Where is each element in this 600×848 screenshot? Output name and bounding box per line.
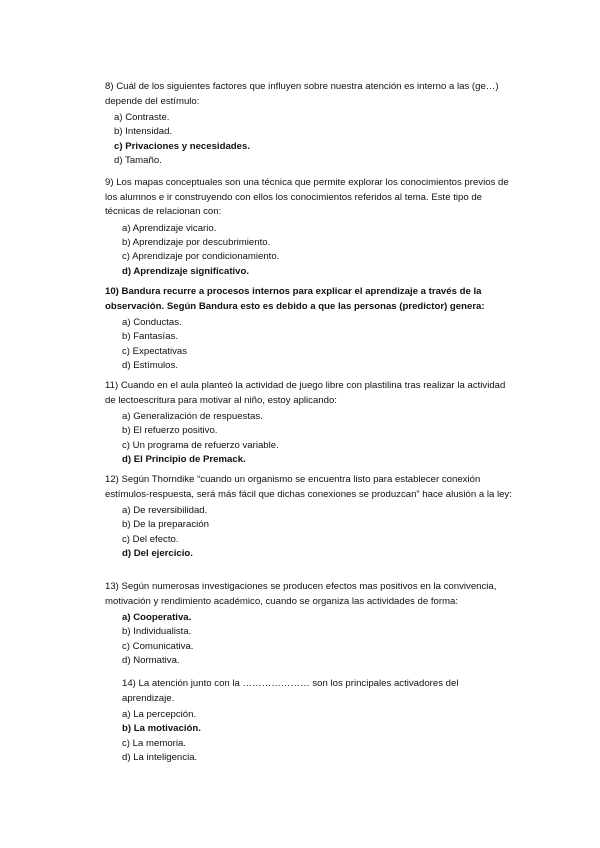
- question-stem: 10) Bandura recurre a procesos internos para explicar el aprendizaje a través de la observación. Según Bandura esto es debido a que las personas (predictor) genera:: [105, 286, 485, 312]
- question-14: [122, 677, 502, 766]
- option-d-correct: d) Del ejercicio.: [122, 548, 193, 560]
- option-d: d) Estímulos.: [122, 360, 178, 372]
- option-b: b) Individualista.: [122, 626, 192, 638]
- question-8: [105, 80, 515, 169]
- option-d-correct: d) Aprendizaje significativo.: [122, 265, 250, 277]
- option-a: a) La percepción.: [122, 709, 197, 720]
- option-a: a) De reversibilidad.: [122, 505, 208, 516]
- option-a: a) Aprendizaje vicario.: [122, 222, 217, 234]
- question-stem: 9) Los mapas conceptuales son una técnica que permite explorar los conocimientos previos de los alumnos e ir construyendo con ellos los conocimientos referidos al tema. Este tipo de técnicas de relacionan con:: [105, 177, 509, 217]
- option-b-correct: b) La motivación.: [122, 723, 201, 735]
- option-list: [105, 316, 515, 374]
- option-list: [105, 111, 515, 169]
- option-a-correct: a) Cooperativa.: [122, 612, 192, 623]
- option-b: b) El refuerzo positivo.: [122, 425, 218, 437]
- option-c: c) La memoria.: [122, 737, 186, 749]
- option-c-correct: c) Privaciones y necesidades.: [114, 140, 250, 152]
- option-b: b) De la preparación: [122, 519, 209, 531]
- option-d-correct: d) El Principio de Premack.: [122, 454, 246, 466]
- question-stem: 12) Según Thorndike “cuando un organismo se encuentra listo para establecer conexión estímulos-respuesta, será más fácil que dichas conexiones se produzcan” hace alusión a la ley:: [105, 474, 512, 500]
- option-d: d) Normativa.: [122, 655, 180, 667]
- question-13: [105, 580, 515, 669]
- question-stem: 14) La atención junto con la ………………… son los principales activadores del aprendizaje.: [122, 678, 459, 704]
- option-c: c) Expectativas: [122, 345, 188, 357]
- question-9: [105, 176, 515, 279]
- option-list: [105, 410, 515, 468]
- option-c: c) Del efecto.: [122, 533, 179, 545]
- option-c: c) Un programa de refuerzo variable.: [122, 439, 279, 451]
- question-10: [105, 285, 515, 374]
- option-b: b) Intensidad.: [114, 126, 173, 138]
- question-stem: 8) Cuál de los siguientes factores que influyen sobre nuestra atención es interno a las (ge…) depende del estímulo:: [105, 81, 499, 107]
- option-list: [122, 708, 502, 766]
- option-d: d) Tamaño.: [114, 155, 162, 167]
- option-a: a) Contraste.: [114, 112, 170, 123]
- option-list: [105, 611, 515, 669]
- question-11: [105, 379, 515, 468]
- option-d: d) La inteligencia.: [122, 752, 198, 764]
- question-stem: 13) Según numerosas investigaciones se producen efectos mas positivos en la convivencia, motivación y rendimiento académico, cuando se organiza las actividades de forma:: [105, 581, 497, 607]
- question-12: [105, 473, 515, 562]
- option-list: [105, 222, 515, 280]
- question-stem: 11) Cuando en el aula planteó la actividad de juego libre con plastilina tras realizar la actividad de lectoescritura para motivar al niño, estoy aplicando:: [105, 380, 506, 406]
- option-list: [105, 504, 515, 562]
- option-a: a) Conductas.: [122, 317, 182, 328]
- option-c: c) Comunicativa.: [122, 640, 194, 652]
- option-b: b) Aprendizaje por descubrimiento.: [122, 236, 271, 248]
- option-b: b) Fantasías.: [122, 331, 178, 343]
- option-a: a) Generalización de respuestas.: [122, 411, 263, 422]
- option-c: c) Aprendizaje por condicionamiento.: [122, 251, 280, 263]
